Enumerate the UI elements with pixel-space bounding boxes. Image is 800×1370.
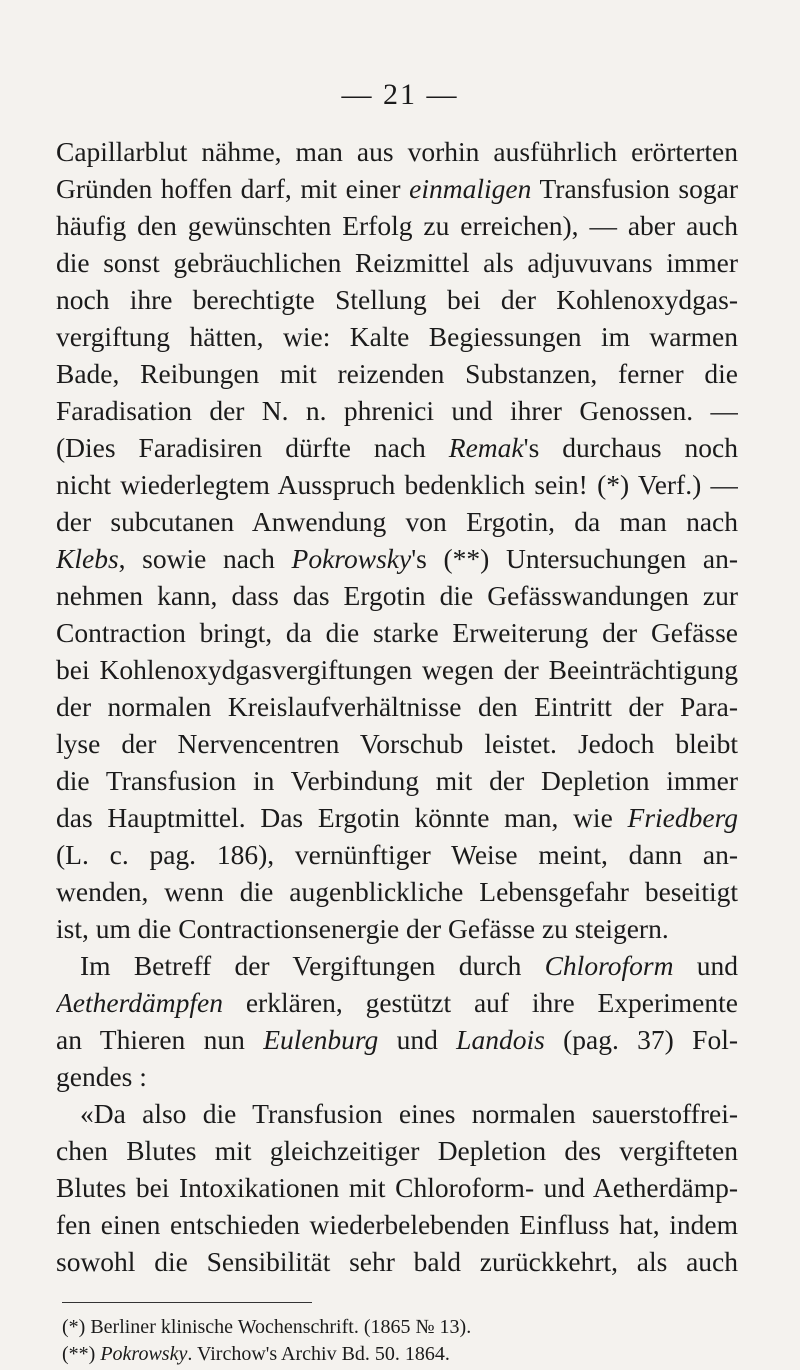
text-run: noch ihre berechtigte Stellung bei der Kohlenoxydgas- (56, 284, 738, 315)
text-run: bei Kohlenoxydgasvergiftungen wegen der Beeinträchtigung (56, 654, 738, 685)
text-line (56, 651, 738, 688)
text-line (56, 1095, 738, 1132)
emphasis-text: Friedberg (627, 802, 738, 833)
text-run: Capillarblut nähme, man aus vorhin ausführlich erörterten (56, 136, 738, 167)
text-run: erklären, gestützt auf ihre Experimente (223, 987, 738, 1018)
text-line (56, 1243, 738, 1280)
text-run: «Da also die Transfusion eines normalen sauerstoffrei- (80, 1098, 738, 1129)
text-line (56, 614, 738, 651)
emphasis-text: einmaligen (409, 173, 532, 204)
text-line (56, 1206, 738, 1243)
text-line (56, 1021, 738, 1058)
text-run: (**) (62, 1343, 101, 1365)
text-run: wenden, wenn die augenblickliche Lebensgefahr beseitigt (56, 876, 738, 907)
text-run: Transfusion sogar (531, 173, 738, 204)
text-line (56, 133, 738, 170)
text-run: ist, um die Contractionsenergie der Gefässe zu steigern. (56, 913, 669, 944)
text-run: chen Blutes mit gleichzeitiger Depletion des vergifteten (56, 1135, 738, 1166)
footnote (62, 1314, 742, 1341)
emphasis-text: Eulenburg (263, 1024, 379, 1055)
text-run: der subcutanen Anwendung von Ergotin, da man nach (56, 506, 738, 537)
text-run: Blutes bei Intoxikationen mit Chloroform- und Aetherdämp- (56, 1172, 738, 1203)
text-run: der normalen Kreislaufverhältnisse den Eintritt der Para- (56, 691, 738, 722)
text-line (56, 947, 738, 984)
text-run: nicht wiederlegtem Ausspruch bedenklich sein! (*) Verf.) — (56, 469, 738, 500)
text-line (56, 170, 738, 207)
text-run: und (378, 1024, 457, 1055)
emphasis-text: Remak (448, 432, 524, 463)
text-run: (pag. 37) Fol- (544, 1024, 738, 1055)
text-run: die Transfusion in Verbindung mit der Depletion immer (56, 765, 738, 796)
emphasis-text: Chloroform (544, 950, 674, 981)
emphasis-text: Aetherdämpfen (56, 987, 223, 1018)
text-line (56, 910, 738, 947)
text-run: Faradisation der N. n. phrenici und ihrer Genossen. — (56, 395, 738, 426)
text-line (56, 503, 738, 540)
text-line (56, 540, 738, 577)
text-line (56, 318, 738, 355)
text-run: das Hauptmittel. Das Ergotin könnte man, wie (56, 802, 628, 833)
text-line (56, 429, 738, 466)
text-line (56, 244, 738, 281)
text-line (56, 836, 738, 873)
text-run: 's durchaus noch (523, 432, 738, 463)
text-run: Contraction bringt, da die starke Erweiterung der Gefässe (56, 617, 738, 648)
text-run: (L. c. pag. 186), vernünftiger Weise meint, dann an- (56, 839, 738, 870)
text-run: (*) Berliner klinische Wochenschrift. (1865 № 13). (62, 1316, 472, 1338)
text-run: nehmen kann, dass das Ergotin die Gefässwandungen zur (56, 580, 738, 611)
text-run: sowohl die Sensibilität sehr bald zurückkehrt, als auch (56, 1246, 738, 1277)
text-line (56, 799, 738, 836)
footnotes (62, 1314, 742, 1368)
text-line (56, 762, 738, 799)
text-line (56, 281, 738, 318)
body-text (56, 133, 738, 1280)
text-line (56, 207, 738, 244)
text-run: gendes : (56, 1061, 147, 1092)
footnote (62, 1341, 742, 1368)
text-run: die sonst gebräuchlichen Reizmittel als adjuvuvans immer (56, 247, 738, 278)
text-line (56, 1132, 738, 1169)
text-run: häufig den gewünschten Erfolg zu erreichen), — aber auch (56, 210, 738, 241)
text-line (56, 725, 738, 762)
emphasis-text: Landois (456, 1024, 545, 1055)
text-line (56, 1169, 738, 1206)
text-run: Im Betreff der Vergiftungen durch (80, 950, 545, 981)
text-run: Gründen hoffen darf, mit einer (56, 173, 410, 204)
text-run: vergiftung hätten, wie: Kalte Begiessungen im warmen (56, 321, 738, 352)
text-run: an Thieren nun (56, 1024, 264, 1055)
text-run: lyse der Nervencentren Vorschub leistet. Jedoch bleibt (56, 728, 738, 759)
text-run: Bade, Reibungen mit reizenden Substanzen, ferner die (56, 358, 738, 389)
text-run: (Dies Faradisiren dürfte nach (56, 432, 449, 463)
text-line (56, 984, 738, 1021)
page-number: — 21 — (341, 78, 459, 111)
text-line (56, 873, 738, 910)
text-line (56, 355, 738, 392)
text-line (56, 1058, 738, 1095)
text-run: fen einen entschieden wiederbelebenden Einfluss hat, indem (56, 1209, 738, 1240)
footnote-rule (62, 1302, 312, 1303)
text-line (56, 688, 738, 725)
emphasis-text: Pokrowsky (291, 543, 412, 574)
text-run: , sowie nach (118, 543, 292, 574)
emphasis-text: Klebs (56, 543, 119, 574)
text-run: 's (**) Untersuchungen an- (411, 543, 738, 574)
text-line (56, 466, 738, 503)
text-run: und (673, 950, 738, 981)
text-line (56, 577, 738, 614)
text-run: . Virchow's Archiv Bd. 50. 1864. (187, 1343, 450, 1365)
emphasis-text: Pokrowsky (100, 1343, 188, 1365)
text-line (56, 392, 738, 429)
